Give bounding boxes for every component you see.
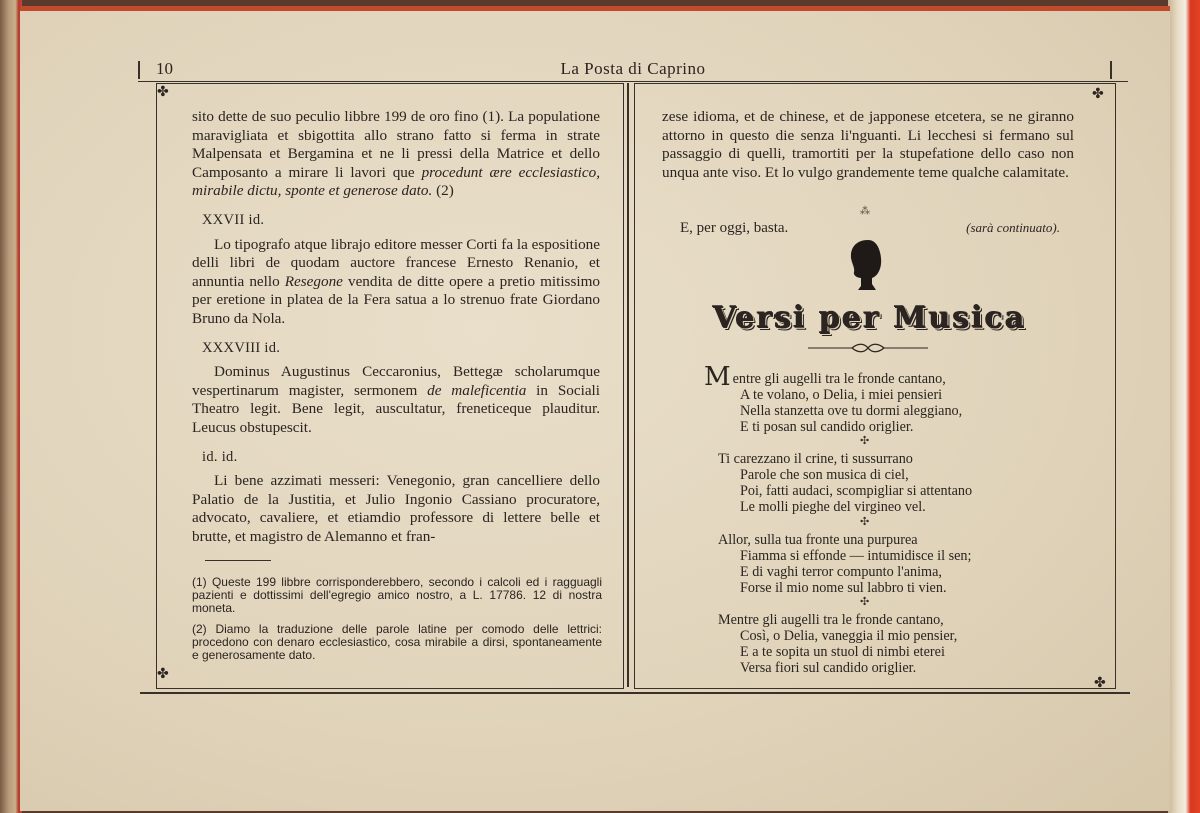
- small-ornament-icon: ⁂: [860, 206, 870, 217]
- poem-stanza-2: [718, 451, 1038, 515]
- verse-line: E ti posan sul candido origlier.: [740, 419, 914, 435]
- poem-stanza-4: [718, 612, 1038, 676]
- verse-text: entre gli augelli tra le fronde cantano,: [732, 371, 946, 387]
- verse-line: Fiamma si effonde — intumidisce il sen;: [740, 548, 972, 564]
- silhouette-portrait-icon: [846, 238, 886, 290]
- verse-line: Nella stanzetta ove tu dormi aleggiano,: [740, 403, 963, 419]
- stanza-divider-icon: ✣: [860, 435, 870, 447]
- latin-phrase: procedunt ære ecclesiastico, mirabile dictu, sponte et generose dato.: [192, 163, 601, 200]
- footnote-rule: [205, 560, 271, 561]
- paragraph: [192, 363, 600, 437]
- paragraph-text: in Sociali Theatro legit. Bene legit, auscultatur, freneticeque plauditur. Leucus obstupescit.: [192, 381, 600, 436]
- paragraph-text: Lo tipografo atque librajo editore messer Corti fa la espositione delli libri de quodam auctore francese Ernesto Renanio, et annuntia nello: [192, 235, 600, 290]
- poem-stanza-1: [704, 362, 1038, 435]
- header-tick-right: [1110, 61, 1112, 79]
- poem-stanza-3: [718, 532, 1038, 596]
- corner-ornament-icon: ✤: [1092, 87, 1104, 102]
- drop-cap: M: [704, 362, 731, 392]
- section-date: XXXVIII id.: [202, 339, 281, 356]
- paragraph-text: sito dette de suo peculio libbre 199 de oro fino (1). La populatione maravigliata et sbigottita allo strano fatto si ferma in strate Malpensata et Bergamina et ne li pressi della Matrice et dello Camposanto a mirare li lavori que: [192, 108, 600, 181]
- right-column-text: [662, 108, 1074, 182]
- latin-phrase: de maleficentia: [427, 381, 527, 399]
- book-edge-left: [0, 0, 22, 813]
- verse-line: Poi, fatti audaci, scompigliar si attentano: [740, 483, 973, 499]
- verse-line: E di vaghi terror compunto l'anima,: [740, 564, 942, 580]
- book-edge-right: [1168, 0, 1200, 813]
- corner-ornament-icon: ✤: [1094, 676, 1106, 691]
- verse-line: Così, o Delia, vaneggia il mio pensier,: [740, 628, 958, 644]
- stanza-divider-icon: ✣: [860, 516, 870, 528]
- corner-ornament-icon: ✤: [157, 667, 169, 682]
- column-gutter-rule: [627, 83, 629, 687]
- page-header: [138, 57, 1128, 82]
- continued-note: (sarà continuato).: [966, 220, 1060, 235]
- verse-line: Forse il mio nome sul labbro ti vien.: [740, 580, 947, 596]
- bottom-rule: [140, 692, 1130, 694]
- flourish-ornament-icon: [808, 343, 928, 353]
- paragraph: [192, 236, 600, 329]
- paragraph-text: vendita de ditte opere a pretio mitissimo per eretione in platea de la Fera satua a lo strenuo frate Giordano Bruno da Nola.: [192, 272, 600, 327]
- corner-ornament-icon: ✤: [157, 85, 169, 100]
- footnote-ref: (2): [432, 182, 454, 200]
- section-date: id. id.: [202, 448, 238, 465]
- paragraph: [192, 108, 600, 201]
- verse-line: E a te sopita un stuol di nimbi eterei: [740, 644, 945, 660]
- verse-line: Ti carezzano il crine, ti sussurrano: [718, 451, 913, 467]
- verse-line: A te volano, o Delia, i miei pensieri: [740, 387, 943, 403]
- running-title: La Posta di Caprino: [560, 59, 706, 78]
- footnote-1: (1) Queste 199 libbre corrisponderebbero, secondo i calcoli ed i ragguagli pazienti e dottissimi dell'egregio amico nostro, a L. 17786. 12 di nostra moneta.: [192, 575, 602, 616]
- footnote-2: (2) Diamo la traduzione delle parole latine per comodo delle lettrici: procedono con denaro ecclesiastico, cosa mirabile a dirsi, spontaneamente e generosamente dato.: [192, 622, 602, 663]
- section-date: XXVII id.: [202, 211, 265, 228]
- closing-text: E, per oggi, basta.: [680, 220, 789, 236]
- verse-line: Allor, sulla tua fronte una purpurea: [718, 532, 918, 548]
- page-number: 10: [156, 59, 173, 78]
- paragraph-text: Dominus Augustinus Ceccaronius, Bettegæ scholarumque vespertinarum magister, sermonem: [192, 363, 600, 399]
- left-column-text: [192, 108, 600, 546]
- verse-line: Mentre gli augelli tra le fronde cantano,: [718, 612, 944, 628]
- verse-line: Le molli pieghe del virgineo vel.: [740, 499, 926, 515]
- poem-title-text: Versi per Musica: [712, 300, 1026, 335]
- poem-title: [704, 300, 1034, 335]
- verse-line: Versa fiori sul candido origlier.: [740, 660, 917, 676]
- paragraph: Li bene azzimati messeri: Venegonio, gran cancelliere dello Palatio de la Justitia, et Julio Ingonio Cassiano procuratore, advocato, cavaliere, et etiamdio professore di lettere belle et brutte, et magistro de Alemanno et fran-: [192, 472, 600, 545]
- stanza-divider-icon: ✣: [860, 596, 870, 608]
- newspaper-name: Resegone: [284, 272, 343, 290]
- verse-line: Parole che son musica di ciel,: [740, 467, 909, 483]
- paragraph: zese idioma, et de chinese, et de japponese etcetera, se ne giranno attorno in questo die senza li'nguanti. Li lecchesi si fermano sul passaggio di quelli, tramortiti per la stupefatione dello caso non unqua ante viso. Et lo vulgo grandemente teme qualche calamitate.: [662, 108, 1074, 181]
- verse-line: [704, 362, 1038, 392]
